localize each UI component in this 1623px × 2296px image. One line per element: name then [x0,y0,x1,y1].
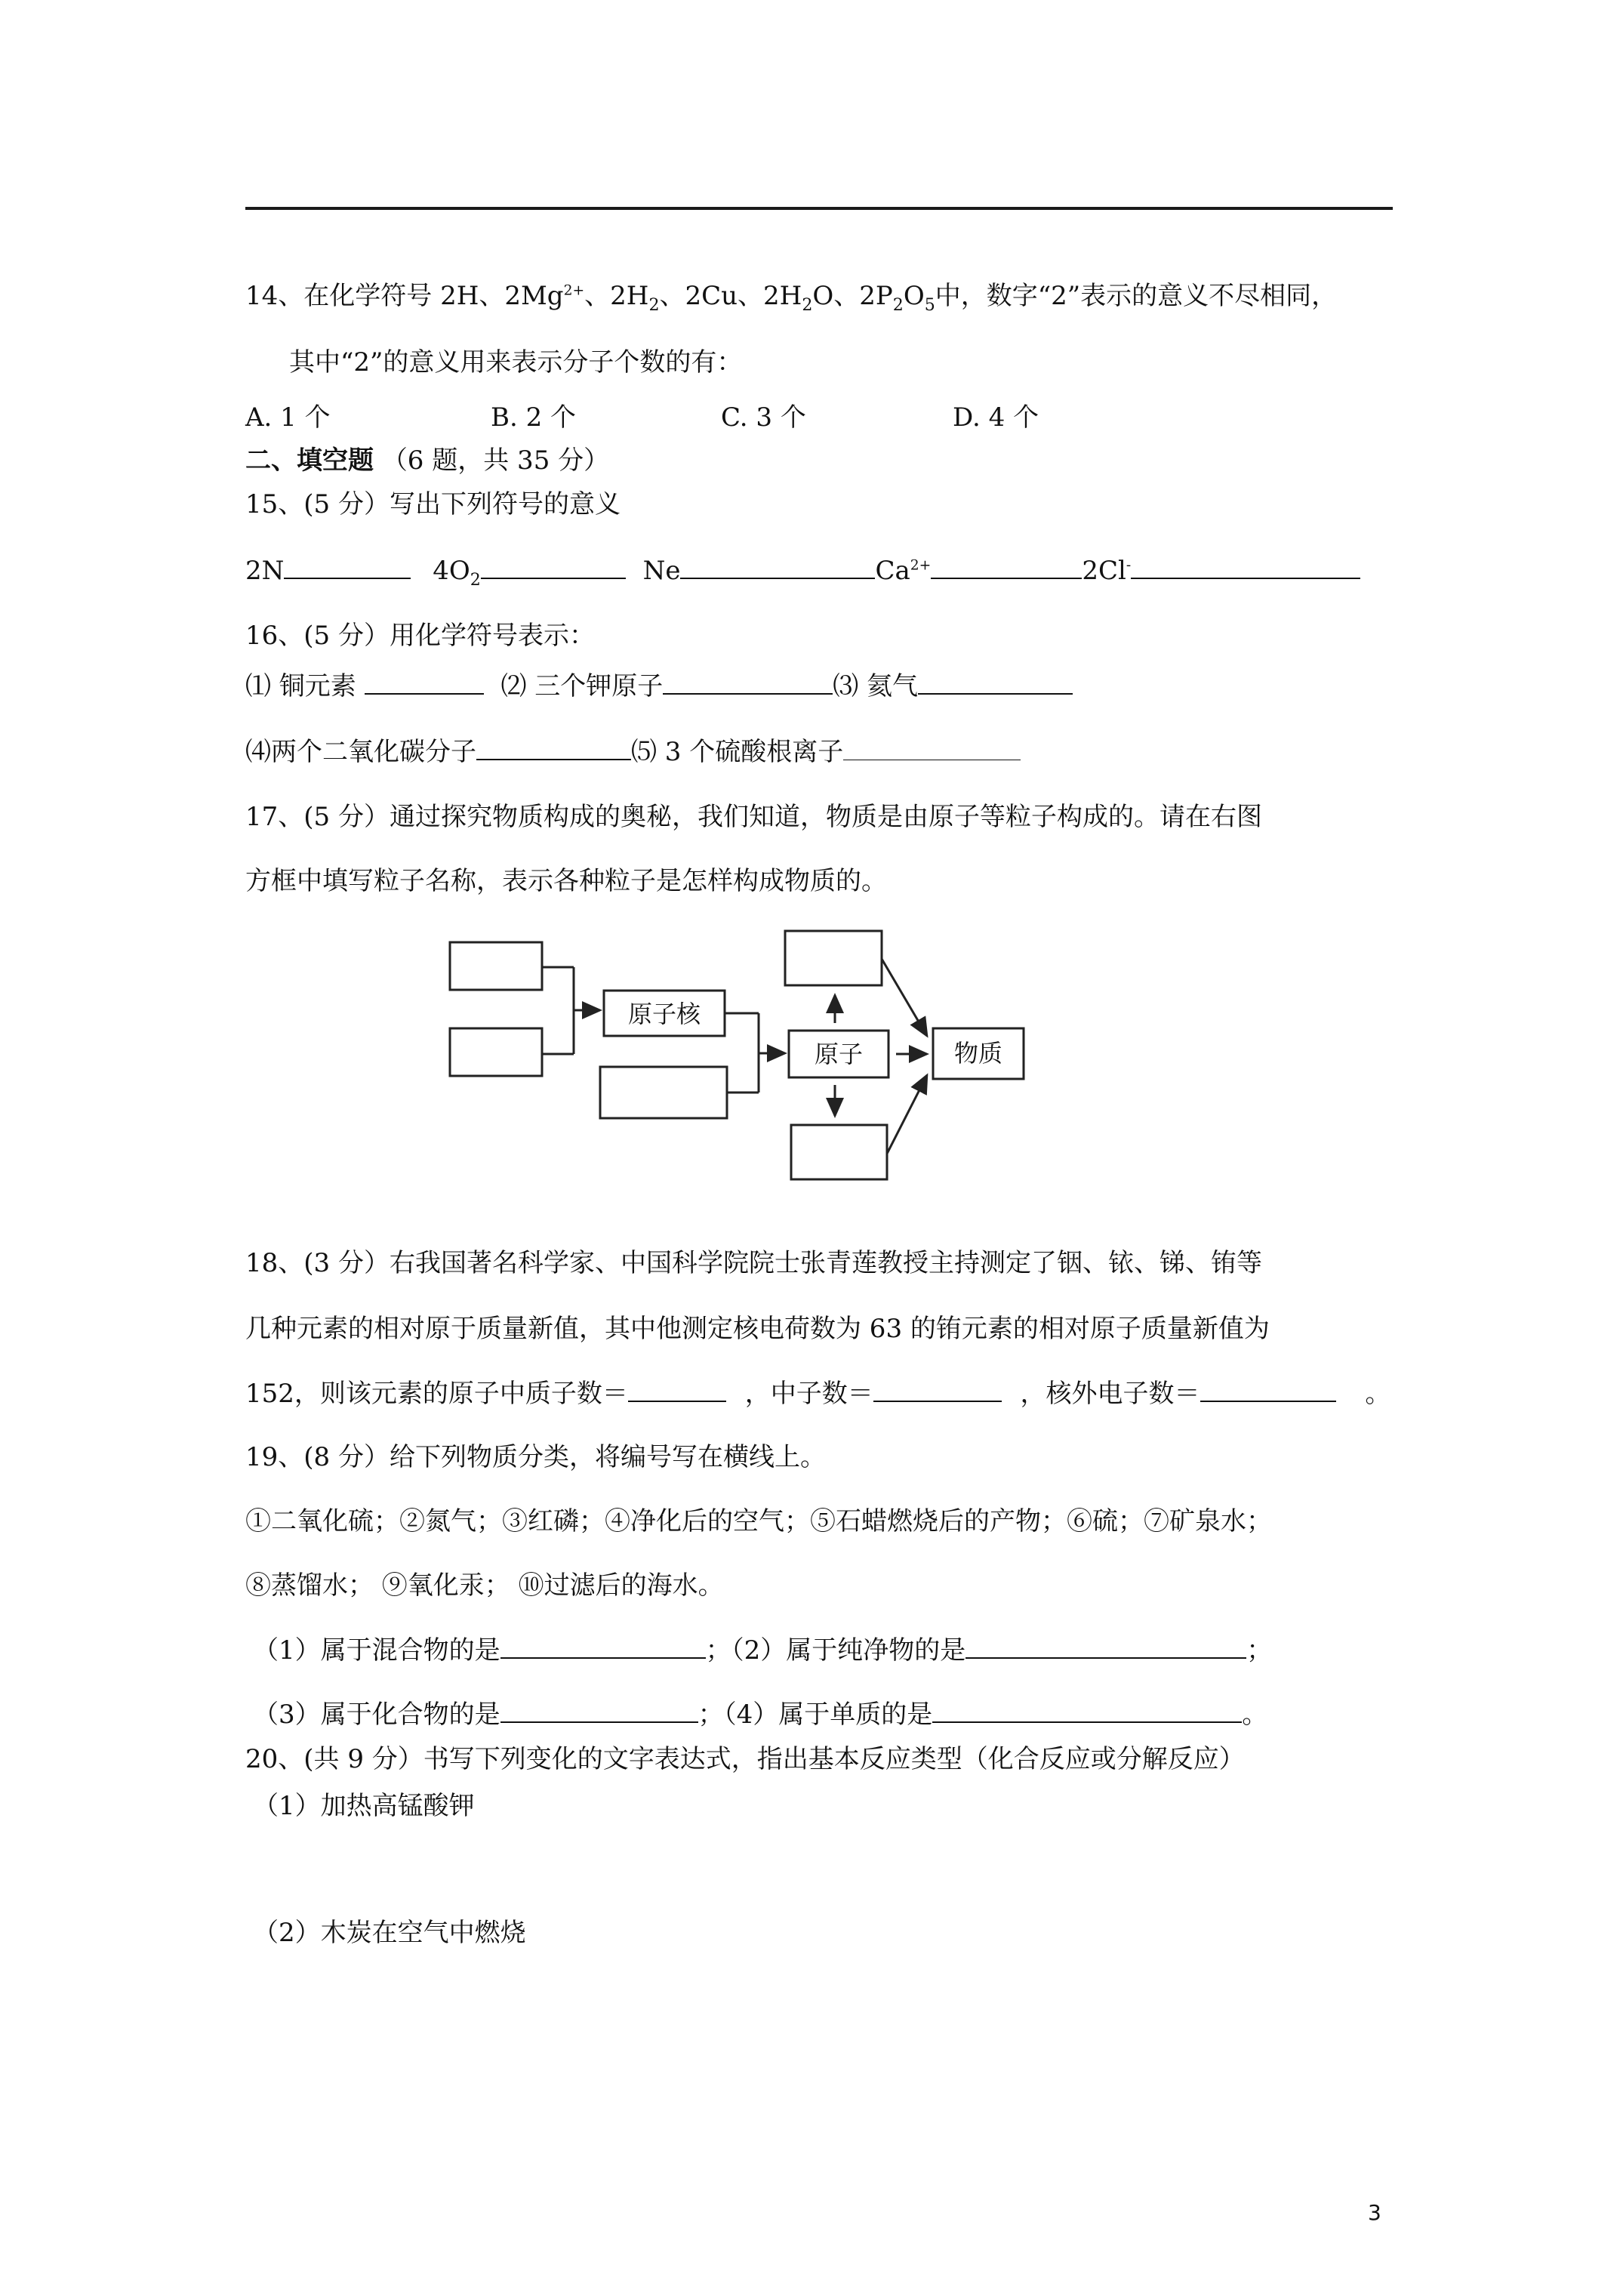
q15-stem: 15、(5 分）写出下列符号的意义 [245,489,621,519]
q20-stem: 20、(共 9 分）书写下列变化的文字表达式，指出基本反应类型（化合反应或分解反应） [245,1744,1245,1774]
q19-blank-element[interactable] [932,1699,1242,1723]
q16-stem: 16、(5 分）用化学符号表示： [245,621,595,651]
q16-item-1: ⑴ 铜元素 [245,671,356,701]
q18-line2: 几种元素的相对原于质量新值，其中他测定核电荷数为 63 的铕元素的相对原子质量新值为 [245,1314,1270,1344]
q18-line3: 152，则该元素的原子中质子数＝ ，中子数＝ ，核外电子数＝ 。 [245,1379,1391,1409]
blank-box-bottom-left[interactable] [450,1028,542,1076]
q14-option-d: D. 4 个 [953,402,1039,433]
q14-option-c: C. 3 个 [721,402,806,433]
q16-item-3: ⑶ 氦气 [833,671,919,701]
q16-item-4: ⑷两个二氧化碳分子 [245,737,476,767]
q18-blank-neutrons[interactable] [873,1378,1002,1402]
q19-blank-compound[interactable] [500,1699,698,1723]
q15-symbol-ca: $Ca^{2+}$ [875,556,932,586]
matter-label: 物质 [953,1039,1003,1068]
blank-box-molecule[interactable] [785,931,882,985]
q19-answer-row1: （1）属于混合物的是 ；（2）属于纯净物的是 ； [253,1635,1273,1666]
section-note: （6 题，共 35 分） [381,445,610,476]
q19-blank-mixture[interactable] [500,1635,706,1659]
q16-item-2: ⑵ 三个钾原子 [500,671,664,701]
page-number: 3 [1368,2200,1381,2225]
q19-answer-row2: （3）属于化合物的是 ；（4）属于单质的是 。 [253,1700,1268,1730]
section-title: 二、填空题 [245,445,374,476]
q15-symbol-4o2: $4O_2$ [433,556,481,590]
blank-box-ion[interactable] [791,1125,887,1179]
q20-part2: （2）木炭在空气中燃烧 [253,1918,526,1948]
q19-list2: ⑧蒸馏水； ⑨氧化汞； ⑩过滤后的海水。 [245,1570,724,1601]
q18-blank-protons[interactable] [628,1378,726,1402]
q14-line2: 其中“2”的意义用来表示分子个数的有： [289,347,743,378]
q15-symbol-ne: Ne [642,556,681,586]
q14-option-b: B. 2 个 [491,402,577,433]
q17-line2: 方框中填写粒子名称，表示各种粒子是怎样构成物质的。 [245,866,887,896]
q17-line1: 17、(5 分）通过探究物质构成的奥秘，我们知道，物质是由原子等粒子构成的。请在右图 [245,802,1262,832]
q18-line1: 18、(3 分）右我国著名科学家、中国科学院院士张青莲教授主持测定了铟、铱、锑、铕等 [245,1248,1262,1278]
q16-item-5: ⑸ 3 个硫酸根离子 [631,737,844,767]
q15-symbol-2n: 2N [245,556,285,586]
blank-box-top-left[interactable] [450,942,542,990]
q19-blank-pure[interactable] [965,1635,1246,1659]
q15-symbol-cl: 2Cl- [1082,556,1132,586]
q19-stem: 19、(8 分）给下列物质分类，将编号写在横线上。 [245,1442,826,1472]
blank-box-electron[interactable] [600,1067,727,1118]
q20-part1: （1）加热高锰酸钾 [253,1791,475,1821]
q14-option-a: A. 1 个 [245,402,331,433]
atom-label: 原子 [814,1040,864,1068]
q18-blank-electrons[interactable] [1200,1378,1336,1402]
q14-line1: 14、在化学符号 2H、$2Mg^{2+}$、$2H_2$、2Cu、$2H_2O$、$2P_2O_5$中，数字“2”表示的意义不尽相同， [245,281,1338,315]
q19-list1: ①二氧化硫；②氮气；③红磷；④净化后的空气；⑤石蜡燃烧后的产物；⑥硫；⑦矿泉水； [245,1506,1272,1536]
nucleus-label: 原子核 [627,1000,701,1028]
